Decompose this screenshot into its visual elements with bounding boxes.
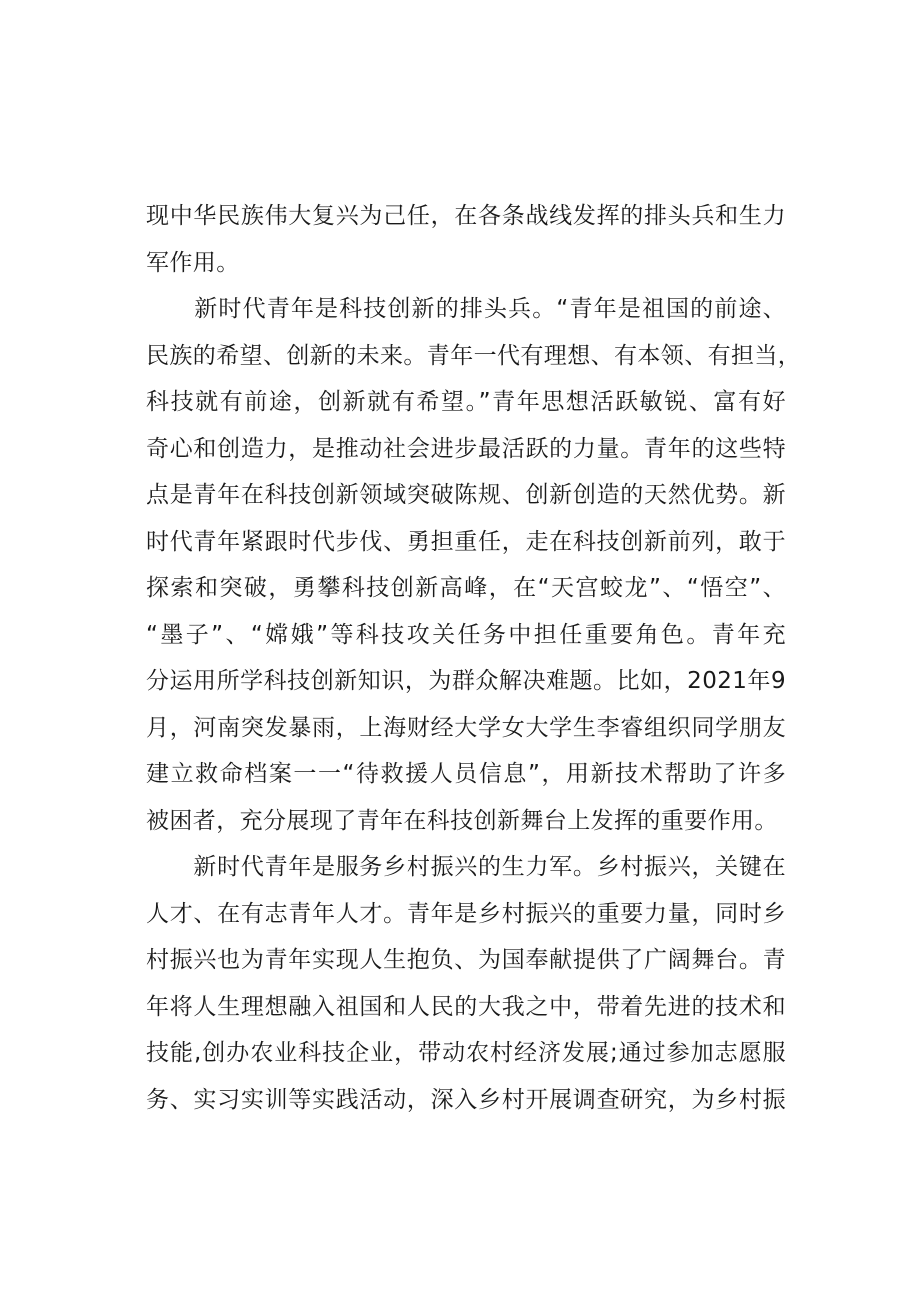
text-line: 时代青年紧跟时代步伐、勇担重任，走在科技创新前列，敢于 (146, 528, 786, 555)
document-body (146, 193, 802, 1123)
text-line: 建立救命档案一一“待救援人员信息”，用新技术帮助了许多 (146, 761, 786, 787)
text-line: 民族的希望、创新的未来。青年一代有理想、有本领、有担当， (146, 342, 802, 369)
paragraph-3 (146, 844, 786, 1123)
text-line: 新时代青年是科技创新的排头兵。“青年是祖国的前途、 (146, 296, 786, 322)
text-line: 技能,创办农业科技企业，带动农村经济发展;通过参加志愿服 (146, 1040, 786, 1066)
text-line: 被困者，充分展现了青年在科技创新舞台上发挥的重要作用。 (146, 807, 778, 834)
text-line: “墨子”、“嫦娥”等科技攻关任务中担任重要角色。青年充 (146, 621, 786, 648)
text-line: 新时代青年是服务乡村振兴的生力军。乡村振兴，关键在 (146, 854, 786, 880)
text-line: 务、实习实训等实践活动，深入乡村开展调查研究，为乡村振 (146, 1086, 786, 1113)
paragraph-1 (146, 193, 786, 286)
text-line: 村振兴也为青年实现人生抱负、为国奉献提供了广阔舞台。青 (146, 947, 786, 973)
text-line: 军作用。 (146, 249, 240, 276)
text-line: 人才、在有志青年人才。青年是乡村振兴的重要力量，同时乡 (146, 900, 786, 927)
text-line: 月，河南突发暴雨，上海财经大学女大学生李睿组织同学朋友 (146, 714, 786, 741)
text-line: 现中华民族伟大复兴为己任，在各条战线发挥的排头兵和生力 (146, 203, 786, 229)
text-line: 点是青年在科技创新领域突破陈规、创新创造的天然优势。新 (146, 482, 786, 508)
text-line: 探索和突破，勇攀科技创新高峰，在“天宫蛟龙”、“悟空”、 (146, 575, 786, 601)
text-line: 科技就有前途，创新就有希望。”青年思想活跃敏锐、富有好 (146, 389, 786, 415)
text-line: 分运用所学科技创新知识，为群众解决难题。比如，2021年9 (146, 668, 786, 694)
paragraph-2 (146, 286, 802, 844)
text-line: 年将人生理想融入祖国和人民的大我之中，带着先进的技术和 (146, 993, 786, 1020)
text-line: 奇心和创造力，是推动社会进步最活跃的力量。青年的这些特 (146, 435, 786, 462)
